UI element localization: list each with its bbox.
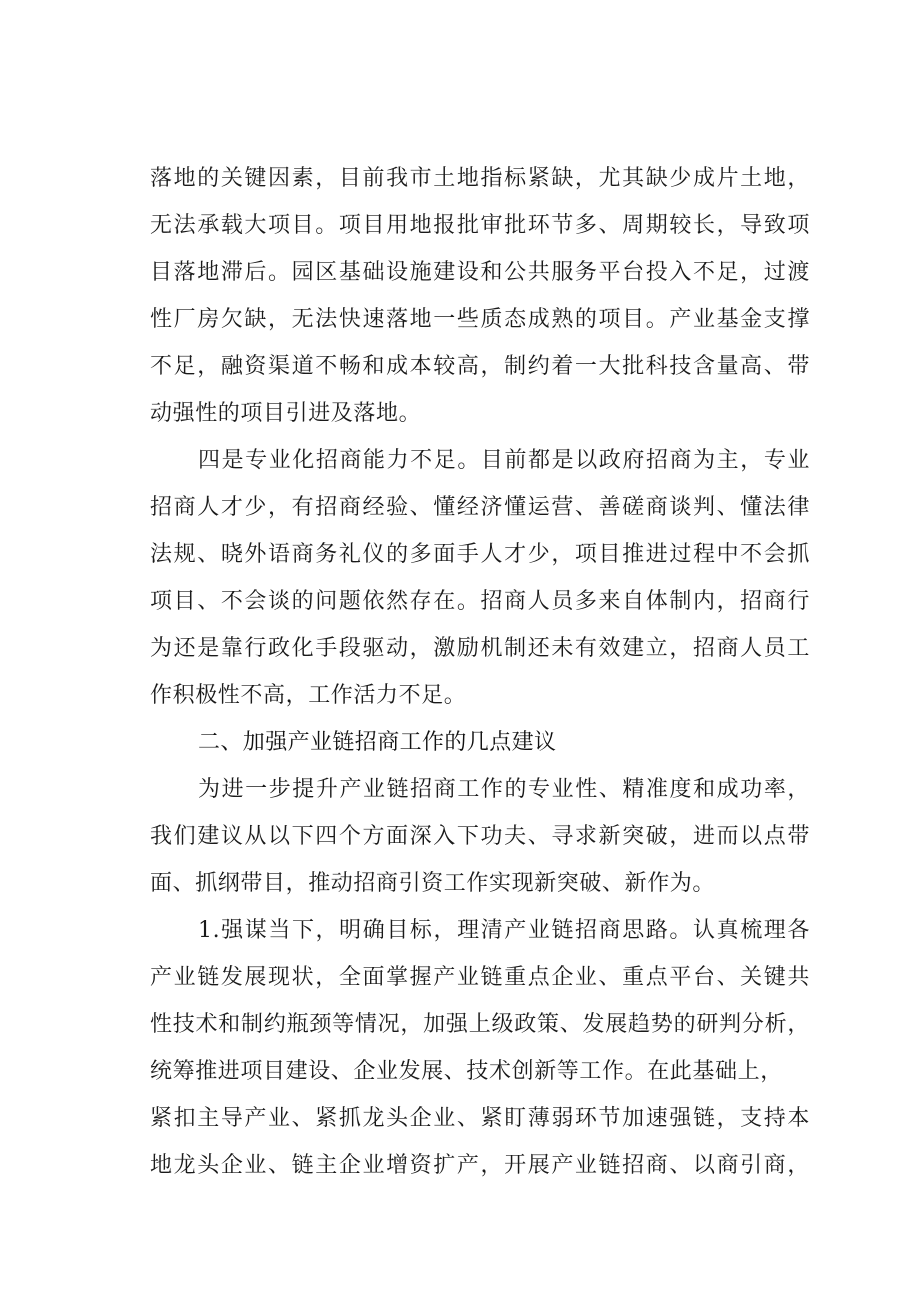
text-line: 紧扣主导产业、紧抓龙头企业、紧盯薄弱环节加速强链，支持本 xyxy=(150,1106,810,1131)
text-line: 作积极性不高，工作活力不足。 xyxy=(150,683,467,708)
text-line: 地龙头企业、链主企业增资扩产，开展产业链招商、以商引商， xyxy=(150,1153,810,1178)
paragraph-first-line: 为进一步提升产业链招商工作的专业性、精准度和成功率， xyxy=(198,777,810,802)
text-line: 落地的关键因素，目前我市土地指标紧缺，尤其缺少成片土地， xyxy=(150,166,810,191)
text-line: 性厂房欠缺，无法快速落地一些质态成熟的项目。产业基金支撑 xyxy=(150,307,810,332)
text-line: 无法承载大项目。项目用地报批审批环节多、周期较长，导致项 xyxy=(150,213,810,238)
text-line: 面、抓纲带目，推动招商引资工作实现新突破、新作为。 xyxy=(150,871,716,896)
paragraph-first-line: 四是专业化招商能力不足。目前都是以政府招商为主，专业 xyxy=(198,448,810,473)
section-heading: 二、加强产业链招商工作的几点建议 xyxy=(198,730,557,755)
text-line: 目落地滞后。园区基础设施建设和公共服务平台投入不足，过渡 xyxy=(150,260,810,285)
paragraph-first-line: 1.强谋当下，明确目标，理清产业链招商思路。认真梳理各 xyxy=(198,918,810,943)
text-line: 法规、晓外语商务礼仪的多面手人才少，项目推进过程中不会抓 xyxy=(150,542,810,567)
text-line: 统筹推进项目建设、企业发展、技术创新等工作。在此基础上， xyxy=(150,1059,783,1084)
text-line: 不足，融资渠道不畅和成本较高，制约着一大批科技含量高、带 xyxy=(150,354,810,379)
text-line: 项目、不会谈的问题依然存在。招商人员多来自体制内，招商行 xyxy=(150,589,810,614)
text-line: 性技术和制约瓶颈等情况，加强上级政策、发展趋势的研判分析， xyxy=(150,1012,810,1037)
text-line: 动强性的项目引进及落地。 xyxy=(150,401,422,426)
text-line: 为还是靠行政化手段驱动，激励机制还未有效建立，招商人员工 xyxy=(150,636,810,661)
text-line: 我们建议从以下四个方面深入下功夫、寻求新突破，进而以点带 xyxy=(150,824,810,849)
text-line: 产业链发展现状，全面掌握产业链重点企业、重点平台、关键共 xyxy=(150,965,810,990)
text-line: 招商人才少，有招商经验、懂经济懂运营、善磋商谈判、懂法律 xyxy=(150,495,810,520)
